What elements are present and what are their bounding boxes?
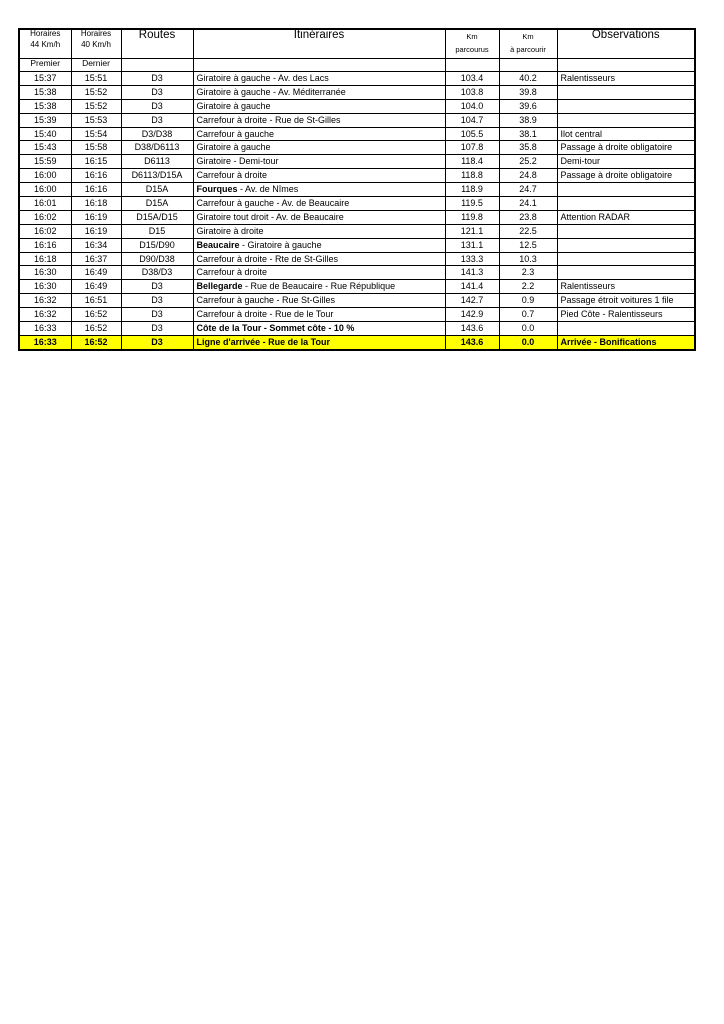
time-40-cell: 16:16 bbox=[71, 183, 121, 197]
itinerary-cell bbox=[193, 197, 445, 211]
finish-km-done: 143.6 bbox=[445, 335, 499, 349]
itinerary-cell bbox=[193, 183, 445, 197]
observation-cell: Ralentisseurs bbox=[557, 280, 695, 294]
route-cell: D15A bbox=[121, 183, 193, 197]
place-name: Beaucaire bbox=[196, 239, 240, 250]
itinerary-cell bbox=[193, 141, 445, 155]
table-row bbox=[19, 252, 695, 266]
route-cell: D15/D90 bbox=[121, 238, 193, 252]
time-44-cell: 16:30 bbox=[19, 266, 71, 280]
km-left-cell: 2.2 bbox=[499, 280, 557, 294]
time-44-cell: 15:37 bbox=[19, 72, 71, 86]
km-done-cell: 119.8 bbox=[445, 210, 499, 224]
time-44-cell: 16:16 bbox=[19, 238, 71, 252]
finish-km-left: 0.0 bbox=[499, 335, 557, 349]
route-cell: D15 bbox=[121, 224, 193, 238]
table-row bbox=[19, 308, 695, 322]
time-40-cell: 16:37 bbox=[71, 252, 121, 266]
observation-cell: Ilot central bbox=[557, 127, 695, 141]
finish-row bbox=[19, 335, 695, 349]
km-done-cell: 103.8 bbox=[445, 85, 499, 99]
table-row bbox=[19, 224, 695, 238]
itinerary-table bbox=[18, 28, 696, 351]
observation-cell bbox=[557, 238, 695, 252]
km-done-cell: 119.5 bbox=[445, 197, 499, 211]
table-row bbox=[19, 322, 695, 336]
km-done-cell: 104.0 bbox=[445, 99, 499, 113]
km-done-cell: 118.4 bbox=[445, 155, 499, 169]
time-40-cell: 15:52 bbox=[71, 85, 121, 99]
finish-itinerary: Ligne d'arrivée - Rue de la Tour bbox=[193, 335, 445, 349]
itinerary-cell bbox=[193, 72, 445, 86]
itinerary-text: Giratoire tout droit - Av. de Beaucaire bbox=[196, 211, 344, 222]
route-cell: D3 bbox=[121, 113, 193, 127]
header-horaires-44-line1: Horaires bbox=[30, 29, 61, 38]
observation-cell bbox=[557, 197, 695, 211]
observation-cell bbox=[557, 252, 695, 266]
header-km-a-parcourir-line1: Km bbox=[522, 32, 534, 41]
km-left-cell: 25.2 bbox=[499, 155, 557, 169]
header-km-parcourus-line2: parcourus bbox=[455, 44, 489, 54]
itinerary-cell bbox=[193, 113, 445, 127]
route-cell: D15A bbox=[121, 197, 193, 211]
itinerary-cell bbox=[193, 252, 445, 266]
km-done-cell: 141.3 bbox=[445, 266, 499, 280]
itinerary-text: Carrefour à droite - Rte de St-Gilles bbox=[196, 253, 339, 264]
observation-cell: Pied Côte - Ralentisseurs bbox=[557, 308, 695, 322]
route-cell: D6113 bbox=[121, 155, 193, 169]
time-44-cell: 16:18 bbox=[19, 252, 71, 266]
header-routes: Routes bbox=[121, 29, 193, 59]
time-44-cell: 15:39 bbox=[19, 113, 71, 127]
itinerary-cell bbox=[193, 308, 445, 322]
table-row bbox=[19, 155, 695, 169]
route-cell: D3 bbox=[121, 99, 193, 113]
header-horaires-40 bbox=[71, 29, 121, 59]
km-left-cell: 24.8 bbox=[499, 169, 557, 183]
route-cell: D3 bbox=[121, 294, 193, 308]
km-left-cell: 40.2 bbox=[499, 72, 557, 86]
table-row bbox=[19, 294, 695, 308]
observation-cell bbox=[557, 266, 695, 280]
route-cell: D3 bbox=[121, 308, 193, 322]
time-40-cell: 16:51 bbox=[71, 294, 121, 308]
observation-cell: Ralentisseurs bbox=[557, 72, 695, 86]
km-left-cell: 2.3 bbox=[499, 266, 557, 280]
km-left-cell: 35.8 bbox=[499, 141, 557, 155]
km-done-cell: 141.4 bbox=[445, 280, 499, 294]
observation-cell: Passage à droite obligatoire bbox=[557, 169, 695, 183]
table-row bbox=[19, 141, 695, 155]
km-done-cell: 118.9 bbox=[445, 183, 499, 197]
time-44-cell: 15:43 bbox=[19, 141, 71, 155]
itinerary-cell bbox=[193, 294, 445, 308]
route-cell: D3 bbox=[121, 280, 193, 294]
header-observations: Observations bbox=[557, 29, 695, 59]
time-40-cell: 15:53 bbox=[71, 113, 121, 127]
table-row bbox=[19, 238, 695, 252]
time-44-cell: 16:02 bbox=[19, 210, 71, 224]
finish-time-44: 16:33 bbox=[19, 335, 71, 349]
finish-route: D3 bbox=[121, 335, 193, 349]
table-row bbox=[19, 197, 695, 211]
table-row bbox=[19, 72, 695, 86]
header-horaires-44-line2: 44 Km/h bbox=[30, 40, 61, 49]
itinerary-body bbox=[19, 72, 695, 336]
km-left-cell: 38.1 bbox=[499, 127, 557, 141]
time-44-cell: 15:38 bbox=[19, 85, 71, 99]
route-cell: D38/D3 bbox=[121, 266, 193, 280]
itinerary-cell bbox=[193, 127, 445, 141]
table-row bbox=[19, 127, 695, 141]
km-done-cell: 103.4 bbox=[445, 72, 499, 86]
time-40-cell: 16:15 bbox=[71, 155, 121, 169]
time-40-cell: 16:16 bbox=[71, 169, 121, 183]
km-left-cell: 22.5 bbox=[499, 224, 557, 238]
place-name: Fourques bbox=[196, 184, 238, 195]
itinerary-cell bbox=[193, 238, 445, 252]
time-40-cell: 16:34 bbox=[71, 238, 121, 252]
subheader-dernier: Dernier bbox=[71, 59, 121, 72]
observation-cell: Demi-tour bbox=[557, 155, 695, 169]
km-left-cell: 10.3 bbox=[499, 252, 557, 266]
itinerary-text: Giratoire à gauche - Av. des Lacs bbox=[196, 72, 329, 83]
itinerary-text: Carrefour à droite bbox=[196, 267, 268, 278]
observation-cell bbox=[557, 113, 695, 127]
time-44-cell: 16:30 bbox=[19, 280, 71, 294]
time-40-cell: 16:49 bbox=[71, 266, 121, 280]
header-km-parcourus bbox=[445, 29, 499, 59]
itinerary-text: Giratoire à gauche bbox=[196, 142, 271, 153]
time-40-cell: 16:52 bbox=[71, 308, 121, 322]
route-cell: D38/D6113 bbox=[121, 141, 193, 155]
route-cell: D3/D38 bbox=[121, 127, 193, 141]
finish-body bbox=[19, 335, 695, 349]
header-km-a-parcourir bbox=[499, 29, 557, 59]
itinerary-cell bbox=[193, 322, 445, 336]
time-40-cell: 16:19 bbox=[71, 210, 121, 224]
itinerary-cell bbox=[193, 85, 445, 99]
header-horaires-40-line2: 40 Km/h bbox=[81, 40, 111, 49]
subheader-empty bbox=[557, 59, 695, 72]
itinerary-text: Giratoire à gauche bbox=[196, 100, 271, 111]
route-cell: D6113/D15A bbox=[121, 169, 193, 183]
itinerary-cell bbox=[193, 280, 445, 294]
km-done-cell: 131.1 bbox=[445, 238, 499, 252]
observation-cell bbox=[557, 183, 695, 197]
table-row bbox=[19, 266, 695, 280]
table-row bbox=[19, 210, 695, 224]
observation-cell bbox=[557, 224, 695, 238]
route-cell: D90/D38 bbox=[121, 252, 193, 266]
itinerary-text: Carrefour à gauche - Rue St-Gilles bbox=[196, 295, 336, 306]
time-40-cell: 15:54 bbox=[71, 127, 121, 141]
place-name: Bellegarde bbox=[196, 281, 243, 292]
km-left-cell: 38.9 bbox=[499, 113, 557, 127]
km-done-cell: 107.8 bbox=[445, 141, 499, 155]
time-44-cell: 15:40 bbox=[19, 127, 71, 141]
time-40-cell: 15:52 bbox=[71, 99, 121, 113]
route-cell: D3 bbox=[121, 322, 193, 336]
observation-cell: Attention RADAR bbox=[557, 210, 695, 224]
itinerary-text: Carrefour à droite - Rue de St-Gilles bbox=[196, 114, 341, 125]
km-left-cell: 24.1 bbox=[499, 197, 557, 211]
itinerary-cell bbox=[193, 99, 445, 113]
table-row bbox=[19, 113, 695, 127]
header-km-a-parcourir-line2: à parcourir bbox=[510, 44, 546, 54]
observation-cell: Passage étroit voitures 1 file bbox=[557, 294, 695, 308]
km-done-cell: 105.5 bbox=[445, 127, 499, 141]
time-44-cell: 16:00 bbox=[19, 169, 71, 183]
finish-observation: Arrivée - Bonifications bbox=[557, 335, 695, 349]
time-40-cell: 15:58 bbox=[71, 141, 121, 155]
subheader-empty bbox=[121, 59, 193, 72]
header-horaires-44 bbox=[19, 29, 71, 59]
place-name: Côte de la Tour - Sommet côte - 10 % bbox=[196, 322, 355, 333]
route-sheet bbox=[18, 28, 696, 351]
time-40-cell: 16:49 bbox=[71, 280, 121, 294]
km-left-cell: 24.7 bbox=[499, 183, 557, 197]
time-44-cell: 16:00 bbox=[19, 183, 71, 197]
route-cell: D3 bbox=[121, 85, 193, 99]
km-done-cell: 133.3 bbox=[445, 252, 499, 266]
subheader-empty bbox=[193, 59, 445, 72]
itinerary-text: Carrefour à droite - Rue de le Tour bbox=[196, 309, 334, 320]
header-km-parcourus-line1: Km bbox=[466, 32, 478, 41]
km-left-cell: 39.6 bbox=[499, 99, 557, 113]
observation-cell: Passage à droite obligatoire bbox=[557, 141, 695, 155]
itinerary-text: Giratoire - Demi-tour bbox=[196, 156, 279, 167]
km-left-cell: 0.0 bbox=[499, 322, 557, 336]
time-44-cell: 16:32 bbox=[19, 308, 71, 322]
subheader-row bbox=[19, 59, 695, 72]
time-40-cell: 16:18 bbox=[71, 197, 121, 211]
time-40-cell: 16:19 bbox=[71, 224, 121, 238]
observation-cell bbox=[557, 85, 695, 99]
table-row bbox=[19, 183, 695, 197]
time-44-cell: 15:38 bbox=[19, 99, 71, 113]
km-done-cell: 142.9 bbox=[445, 308, 499, 322]
observation-cell bbox=[557, 322, 695, 336]
time-44-cell: 15:59 bbox=[19, 155, 71, 169]
itinerary-cell bbox=[193, 155, 445, 169]
subheader-premier: Premier bbox=[19, 59, 71, 72]
time-44-cell: 16:02 bbox=[19, 224, 71, 238]
route-cell: D3 bbox=[121, 72, 193, 86]
itinerary-cell bbox=[193, 210, 445, 224]
km-done-cell: 143.6 bbox=[445, 322, 499, 336]
time-44-cell: 16:32 bbox=[19, 294, 71, 308]
km-left-cell: 39.8 bbox=[499, 85, 557, 99]
table-row bbox=[19, 280, 695, 294]
header-itineraires: Itinéraires bbox=[193, 29, 445, 59]
table-row bbox=[19, 169, 695, 183]
km-done-cell: 142.7 bbox=[445, 294, 499, 308]
km-done-cell: 118.8 bbox=[445, 169, 499, 183]
itinerary-cell bbox=[193, 169, 445, 183]
km-done-cell: 121.1 bbox=[445, 224, 499, 238]
itinerary-cell bbox=[193, 224, 445, 238]
header-horaires-40-line1: Horaires bbox=[80, 29, 112, 38]
itinerary-cell bbox=[193, 266, 445, 280]
km-left-cell: 0.9 bbox=[499, 294, 557, 308]
itinerary-text: Giratoire à droite bbox=[196, 225, 264, 236]
itinerary-text: Carrefour à gauche - Av. de Beaucaire bbox=[196, 197, 350, 208]
time-44-cell: 16:01 bbox=[19, 197, 71, 211]
itinerary-text: Giratoire à gauche - Av. Méditerranée bbox=[196, 86, 346, 97]
time-44-cell: 16:33 bbox=[19, 322, 71, 336]
observation-cell bbox=[557, 99, 695, 113]
itinerary-text: - Av. de Nîmes bbox=[237, 184, 299, 195]
time-40-cell: 16:52 bbox=[71, 322, 121, 336]
km-left-cell: 12.5 bbox=[499, 238, 557, 252]
finish-time-40: 16:52 bbox=[71, 335, 121, 349]
itinerary-text: - Rue de Beaucaire - Rue République bbox=[242, 281, 396, 292]
time-40-cell: 15:51 bbox=[71, 72, 121, 86]
itinerary-text: Carrefour à droite bbox=[196, 170, 268, 181]
header-row bbox=[19, 29, 695, 59]
table-row bbox=[19, 85, 695, 99]
itinerary-text: - Giratoire à gauche bbox=[239, 239, 322, 250]
subheader-empty bbox=[445, 59, 499, 72]
table-row bbox=[19, 99, 695, 113]
km-done-cell: 104.7 bbox=[445, 113, 499, 127]
km-left-cell: 23.8 bbox=[499, 210, 557, 224]
subheader-empty bbox=[499, 59, 557, 72]
km-left-cell: 0.7 bbox=[499, 308, 557, 322]
itinerary-text: Carrefour à gauche bbox=[196, 128, 275, 139]
route-cell: D15A/D15 bbox=[121, 210, 193, 224]
